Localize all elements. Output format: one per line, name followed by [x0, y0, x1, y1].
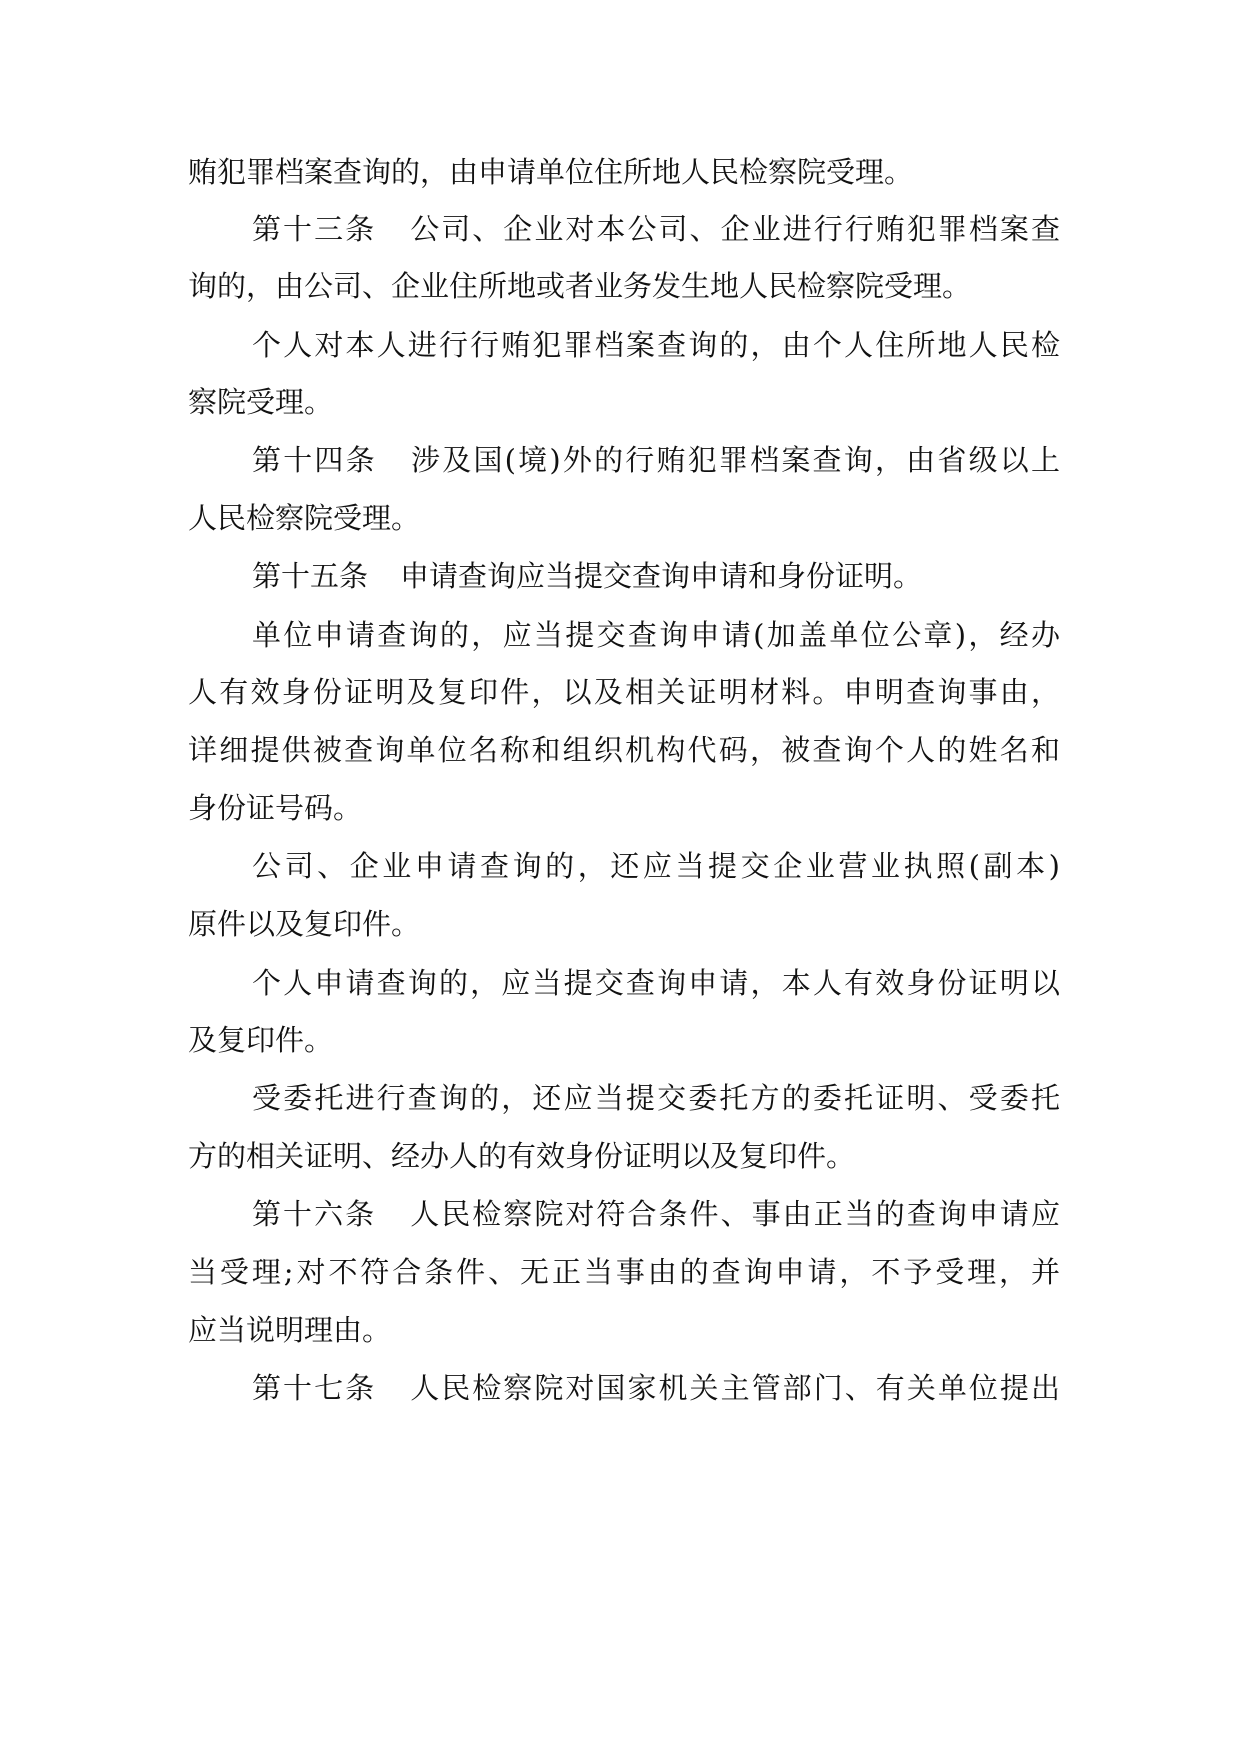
text-line: 受委托进行查询的，还应当提交委托方的委托证明、受委托 — [252, 1081, 1060, 1115]
text-line: 当受理;对不符合条件、无正当事由的查询申请，不予受理，并 — [188, 1255, 1060, 1289]
text-line: 身份证号码。 — [188, 791, 363, 825]
article-heading: 第十三条 — [252, 212, 377, 246]
text-line: 应当说明理由。 — [188, 1313, 392, 1347]
text-line: 人民检察院受理。 — [188, 501, 421, 535]
article-15-line — [252, 554, 922, 598]
text-line: 询的，由公司、企业住所地或者业务发生地人民检察院受理。 — [188, 269, 972, 303]
text-line: 原件以及复印件。 — [188, 907, 421, 941]
text-line: 个人申请查询的，应当提交查询申请，本人有效身份证明以 — [252, 966, 1060, 1000]
text-line: 人有效身份证明及复印件，以及相关证明材料。申明查询事由， — [188, 675, 1060, 709]
article-heading: 第十五条 — [252, 559, 369, 593]
article-14-line — [252, 438, 1060, 482]
article-17-line — [252, 1366, 1060, 1410]
article-heading: 第十四条 — [252, 443, 377, 477]
text-line: 申请查询应当提交查询申请和身份证明。 — [400, 559, 923, 593]
article-13-line — [252, 207, 1060, 251]
text-line: 单位申请查询的，应当提交查询申请(加盖单位公章)，经办 — [252, 618, 1060, 652]
text-line: 及复印件。 — [188, 1023, 334, 1057]
text-line: 贿犯罪档案查询的，由申请单位住所地人民检察院受理。 — [188, 155, 914, 189]
text-line: 公司、企业对本公司、企业进行行贿犯罪档案查 — [408, 212, 1060, 246]
text-line: 个人对本人进行行贿犯罪档案查询的，由个人住所地人民检 — [252, 328, 1060, 362]
text-line: 察院受理。 — [188, 385, 334, 419]
text-line: 涉及国(境)外的行贿犯罪档案查询，由省级以上 — [408, 443, 1060, 477]
text-line: 公司、企业申请查询的，还应当提交企业营业执照(副本) — [252, 849, 1060, 883]
article-heading: 第十六条 — [252, 1197, 377, 1231]
text-line: 方的相关证明、经办人的有效身份证明以及复印件。 — [188, 1139, 856, 1173]
text-line: 详细提供被查询单位名称和组织机构代码，被查询个人的姓名和 — [188, 733, 1060, 767]
article-heading: 第十七条 — [252, 1371, 377, 1405]
text-line: 人民检察院对国家机关主管部门、有关单位提出 — [408, 1371, 1060, 1405]
article-16-line — [252, 1192, 1060, 1236]
text-line: 人民检察院对符合条件、事由正当的查询申请应 — [408, 1197, 1060, 1231]
